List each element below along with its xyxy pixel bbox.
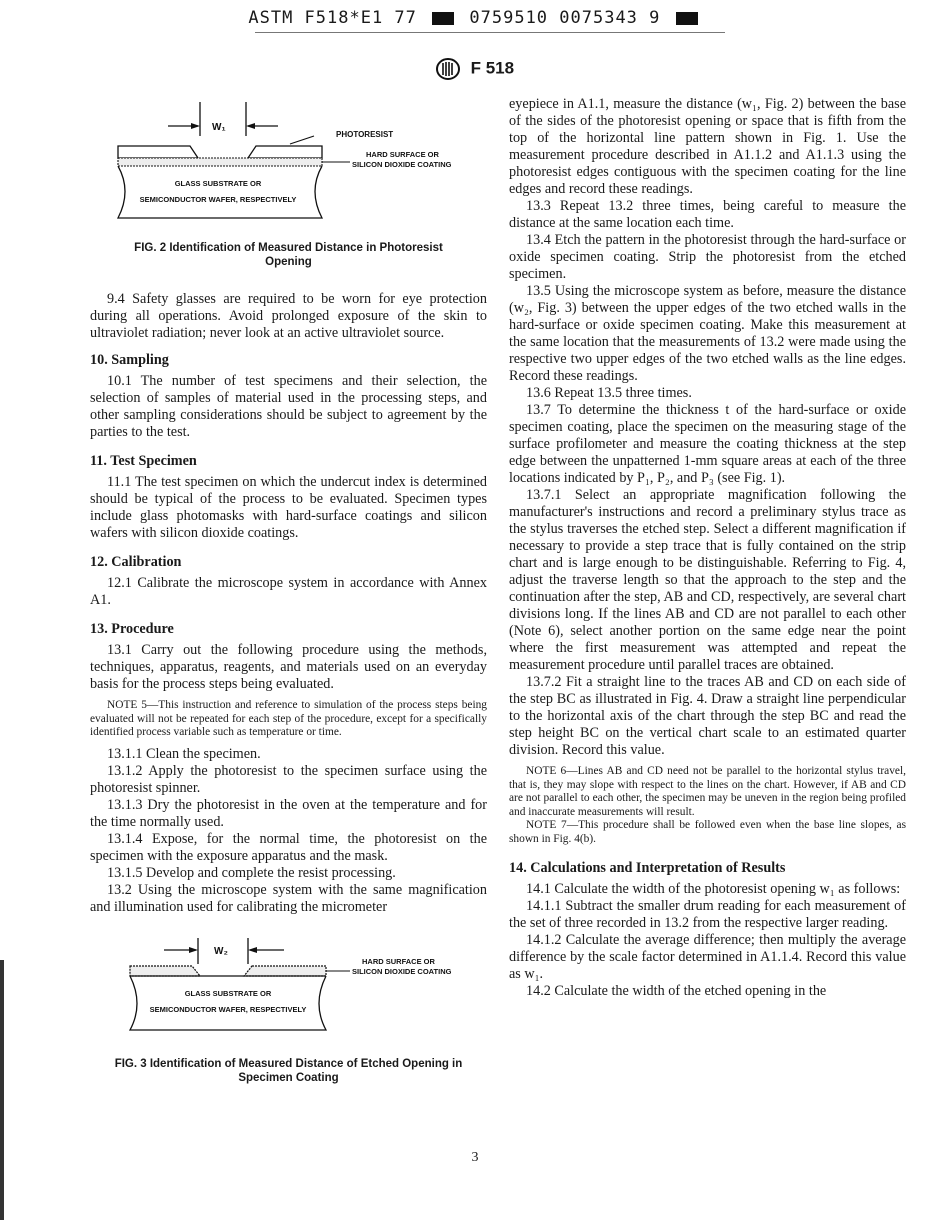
para-13-7-2: 13.7.2 Fit a straight line to the traces AB and CD on each side of the step BC as illustrated in Fig. 4. Draw a straight line perpendicular to the horizontal axis of the chart through the step BC and read the step height BC on the vertical chart scale to an estimated quarter division. Record this value. (509, 674, 906, 758)
para-13-4: 13.4 Etch the pattern in the photoresist through the hard-surface or oxide specimen coating. Strip the photoresist from the etched specimen. (509, 232, 906, 282)
heading-10: 10. Sampling (90, 352, 169, 368)
figure-3-caption-line1: FIG. 3 Identification of Measured Distance of Etched Opening in (114, 1057, 463, 1070)
substrate-label-2: SEMICONDUCTOR WAFER, RESPECTIVELY (139, 195, 297, 204)
para-10-1: 10.1 The number of test specimens and their selection, the selection of samples of material used in the processing steps, and other sampling considerations should be subject to agreement by the parties to the test. (90, 373, 487, 440)
note-6: NOTE 6—Lines AB and CD need not be parallel to the horizontal stylus travel, that is, they may slope with respect to the lines on the chart. However, if AB and CD are not parallel to each other, the specimen may be uneven in the region being profiled and inaccurate measurements will result. (509, 765, 906, 818)
figure-2 (90, 96, 487, 269)
black-block (432, 12, 454, 25)
heading-14: 14. Calculations and Interpretation of Results (509, 860, 786, 876)
w2-label: W₂ (214, 945, 228, 957)
para-13-5: 13.5 Using the microscope system as before, measure the distance (w₂, Fig. 3) between the upper edges of the two etched walls in the hard-surface or oxide specimen coating. Make this measurement at the same location that the measurements of 13.2 were made using the respective two upper edges of the two etched walls as the line edges. Record these readings. (509, 283, 906, 384)
photoresist-label: PHOTORESIST (336, 130, 394, 139)
right-column (509, 96, 906, 1000)
para-13-2-continued: eyepiece in A1.1, measure the distance (w₁, Fig. 2) between the base of the sides of the photoresist opening or space that is fifth from the top of the horizontal line pattern shown in Fig. 1. Use the measurement procedure described in A1.1.2 and A1.1.3 using the photoresist edges contiguous with the specimen coating for the line edges and record these readings. (509, 96, 906, 197)
heading-12: 12. Calibration (90, 554, 182, 570)
para-13-1: 13.1 Carry out the following procedure using the methods, techniques, apparatus, reagents, and materials used on an everyday basis for the process steps being evaluated. (90, 642, 487, 692)
coating-label-2: SILICON DIOXIDE COATING (352, 160, 452, 169)
para-14-1: 14.1 Calculate the width of the photoresist opening w₁ as follows: (526, 881, 901, 897)
para-13-7: 13.7 To determine the thickness t of the hard-surface or oxide specimen coating, place the specimen on the measuring stage of the surface profilometer and measure the coating thickness at the step edge between the unpatterned 1-mm square areas at each of the three locations indicated by P₁, P₂, and P₃ (see Fig. 1). (509, 402, 906, 486)
figure-2-diagram (90, 96, 487, 236)
astm-logo-icon (436, 58, 460, 80)
scan-edge (0, 960, 4, 1220)
para-13-1-1: 13.1.1 Clean the specimen. (107, 745, 261, 762)
coating-label-1: HARD SURFACE OR (366, 150, 439, 159)
page-number: 3 (471, 1150, 479, 1165)
para-13-1-4: 13.1.4 Expose, for the normal time, the photoresist on the specimen with the exposure apparatus and the mask. (90, 830, 487, 864)
figure-2-caption (90, 241, 487, 269)
note-7: NOTE 7—This procedure shall be followed even when the base line slopes, as shown in Fig. 4(b). (509, 819, 906, 845)
para-14-1-2: 14.1.2 Calculate the average difference; then multiply the average difference by the scale factor determined in A1.1.4. Record this value as w₁. (509, 932, 906, 982)
figure-2-caption-line1: FIG. 2 Identification of Measured Distance in Photoresist (134, 242, 443, 254)
figure-3-caption-line2: Specimen Coating (238, 1071, 339, 1084)
figure-3-caption (90, 1057, 487, 1085)
standard-designation (0, 58, 950, 80)
header-code-right: 0759510 0075343 9 (469, 8, 661, 28)
para-12-1: 12.1 Calibrate the microscope system in accordance with Annex A1. (90, 575, 487, 608)
fig3-coating-label-1: HARD SURFACE OR (362, 956, 435, 966)
para-14-1-1: 14.1.1 Subtract the smaller drum reading for each measurement of the set of three recorded in 13.2 from the respective larger reading. (509, 898, 906, 931)
figure-3 (90, 934, 487, 1085)
black-block (676, 12, 698, 25)
para-13-1-5: 13.1.5 Develop and complete the resist processing. (107, 864, 396, 881)
fig3-substrate-label-1: GLASS SUBSTRATE OR (184, 988, 272, 998)
para-13-3: 13.3 Repeat 13.2 three times, being careful to measure the distance at the same location each time. (509, 198, 906, 231)
fig3-substrate-label-2: SEMICONDUCTOR WAFER, RESPECTIVELY (149, 1004, 307, 1014)
heading-11: 11. Test Specimen (90, 453, 197, 469)
left-column (90, 96, 487, 1085)
para-13-1-3: 13.1.3 Dry the photoresist in the oven at the temperature and for the time normally used. (90, 796, 487, 830)
standard-number: F 518 (470, 58, 515, 78)
running-header (0, 8, 950, 28)
figure-2-caption-line2: Opening (265, 256, 312, 268)
para-13-1-2: 13.1.2 Apply the photoresist to the specimen surface using the photoresist spinner. (90, 762, 487, 796)
note-5: NOTE 5—This instruction and reference to simulation of the process steps being evaluated will not be repeated for each step of the procedure, except for a specifically identified process variable such as temperature or time. (90, 699, 487, 738)
header-code-left: ASTM F518*E1 77 (248, 8, 417, 28)
para-13-7-1: 13.7.1 Select an appropriate magnification following the manufacturer's instructions and record a preliminary stylus trace as the stylus traverses the etched step. Select a different magnification if necessary to provide a step trace that is fully contained on the strip chart and is large enough to be distinguishable. Referring to Fig. 4, adjust the traverse length so that the approach to the step and the continuation after the step, AB and CD, respectively, are several chart divisions long. If the lines AB and CD are not parallel to each other (Note 6), select another portion on the same edge near the point where the first measurement was attempted and repeat the measurement procedure until parallel traces are obtained. (509, 487, 906, 673)
para-13-6: 13.6 Repeat 13.5 three times. (526, 385, 692, 401)
header-rule (255, 32, 725, 33)
para-9-4: 9.4 Safety glasses are required to be worn for eye protection during all operations. Avoid prolonged exposure of the skin to ultraviolet radiation; never look at an active ultraviolet source. (90, 291, 487, 341)
para-11-1: 11.1 The test specimen on which the undercut index is determined should be typical of the process to be evaluated. Specimen types include glass photomasks with hard-surface coatings and silicon wafers with silicon dioxide coatings. (90, 474, 487, 541)
heading-13: 13. Procedure (90, 621, 174, 637)
para-13-2: 13.2 Using the microscope system with the same magnification and illumination used for calibrating the micrometer (90, 881, 487, 915)
para-14-2: 14.2 Calculate the width of the etched opening in the (526, 983, 827, 999)
figure-3-diagram (90, 934, 487, 1052)
fig3-coating-label-2: SILICON DIOXIDE COATING (352, 966, 452, 976)
substrate-label-1: GLASS SUBSTRATE OR (174, 179, 262, 188)
w1-label: W₁ (212, 122, 226, 133)
